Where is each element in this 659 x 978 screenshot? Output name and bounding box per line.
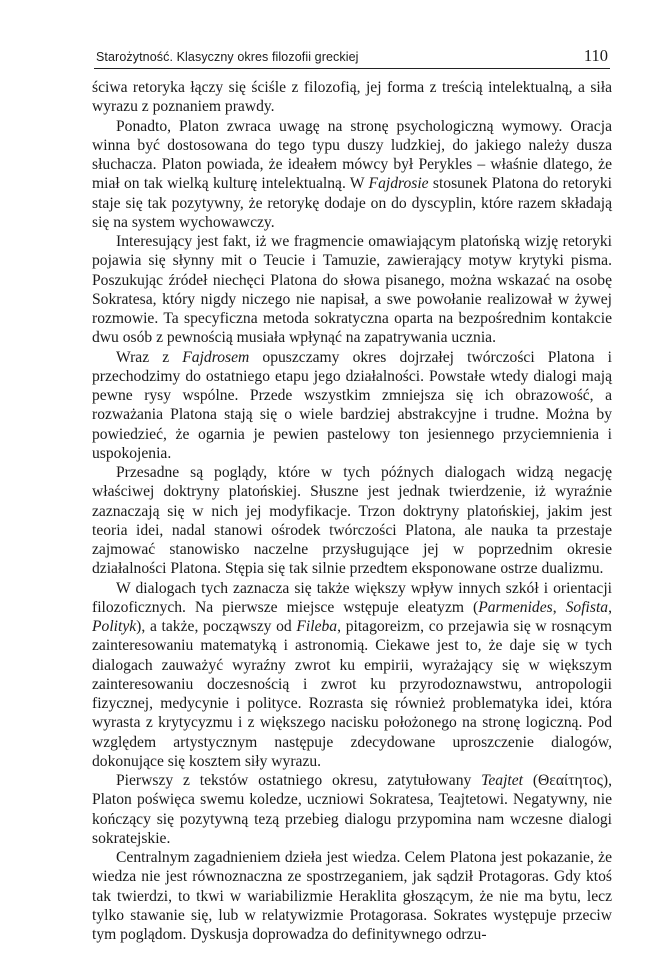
paragraph [92,232,612,348]
text-run: W dialogach tych zaznacza się także większy wpływ innych szkół i orientacji filozoficznych. Na pierwsze miejsce wstępuje eleatyzm ( [92,579,612,616]
paragraph [92,579,612,772]
body-text [92,78,612,944]
header-title: Starożytność. Klasyczny okres filozofii greckiej [96,50,359,64]
text-run: , [552,598,566,616]
italic-title: Fileba [296,618,338,635]
paragraph [92,463,612,579]
italic-title: Parmenides [478,598,553,616]
paragraph [92,78,612,117]
text-run: , pitagoreizm, co przejawia się w rosnącym zainteresowaniu matematyką i astronomią. Ciekawe jest to, że daje się w tych dialogach zauważyć wyraźny zwrot ku empirii, wyrażający się w większym zainteresowaniu doczesnością i zwrot ku przyrodoznawstwu, antropologii fizycznej, medycynie i polityce. Rozrasta się również problematyka idei, która wyrasta z krytycyzmu i z większego nacisku położonego na stronę logiczną. Pod względem artystycznym następuje zdecydowane uproszczenie dialogów, dokonujące się kosztem siły wyrazu. [92,618,612,770]
text-run: (Θεαίτητος), Platon poświęca swemu koledze, uczniowi Sokratesa, Teajtetowi. Negatywny, nie kończący się pozytywną tezą przebieg dialogu przypomina nam wczesne dialogi sokratejskie. [92,772,612,847]
italic-title: Sofista [565,598,609,616]
text-run: Interesujący jest fakt, iż we fragmencie omawiającym platońską wizję retoryki pojawia się słynny mit o Teucie i Tamuzie, zawierający motyw krytyki pisma. Poszukując źródeł niechęci Platona do słowa pisanego, można wskazać na osobę Sokratesa, który nigdy niczego nie napisał, a swe powołanie realizował w żywej rozmowie. Ta specyficzna metoda sokratyczna oparta na bezpośrednim kontakcie dwu osób z pewnością musiała wpłynąć na zapatrywania ucznia. [92,233,612,347]
text-run: , [608,598,612,616]
paragraph [92,848,612,944]
italic-title: Fajdrosie [368,175,429,193]
italic-title: Fajdrosem [182,348,250,366]
text-run: opuszczamy okres dojrzałej twórczości Platona i przechodzimy do ostatniego etapu jego działalności. Powstałe wtedy dialogi mają pewne rysy wspólne. Przede wszystkim zmniejsza się ich obrazowość, a rozważania Platona stają się o wiele bardziej abstrakcyjne i trudne. Można by powiedzieć, że ogarnia je pewien pastelowy ton jesiennego przyciemnienia i uspokojenia. [92,348,612,462]
text-run: stosunek Platona do retoryki staje się tak pozytywny, że retorykę dodaje on do dyscyplin, które razem składają się na system wychowawczy. [92,175,612,231]
text-run: ), a także, począwszy od [136,618,297,635]
page-number: 110 [583,46,608,65]
paragraph [92,348,612,464]
text-run: Wraz z [116,348,183,366]
running-header [94,46,610,69]
text-run: Pierwszy z tekstów ostatniego okresu, zatytułowany [116,772,482,789]
paragraph [92,771,612,848]
text-run: Centralnym zagadnieniem dzieła jest wiedza. Celem Platona jest pokazanie, że wiedza nie jest równoznaczna ze spostrzeganiem, jak sądził Protagoras. Gdy ktoś tak twierdzi, to tkwi w wariabilizmie Heraklita głoszącym, że nie ma bytu, lecz tylko stawanie się, lub w relatywizmie Protagorasa. Sokrates występuje przeciw tym poglądom. Dyskusja doprowadza do definitywnego odrzu- [92,849,612,943]
text-run: Przesadne są poglądy, które w tych późnych dialogach widzą negację właściwej doktryny platońskiej. Słuszne jest jednak twierdzenie, iż wyraźnie zaznaczają się w nich jej modyfikacje. Trzon doktryny platońskiej, jakim jest teoria idei, nadal stanowi ośrodek twórczości Platona, ale nauka ta przestaje zajmować stanowisko naczelne przysługujące jej w poprzednim okresie działalności Platona. Stępia się tak silnie przedtem eksponowane ostrze dualizmu. [92,464,612,578]
italic-title: Teajtet [481,772,524,789]
text-run: ściwa retoryka łączy się ściśle z filozofią, jej forma z treścią intelektualną, a siła wyrazu z poznaniem prawdy. [92,79,612,116]
text-run: Ponadto, Platon zwraca uwagę na stronę psychologiczną wymowy. Oracja winna być dostosowana do tego typu duszy ludzkiej, do jakiego należy dusza słuchacza. Platon powiada, że ideałem mówcy był Perykles – właśnie dlatego, że miał on tak wielką kulturę intelektualną. W [92,117,612,193]
italic-title: Polityk [92,618,137,635]
paragraph [92,117,612,233]
